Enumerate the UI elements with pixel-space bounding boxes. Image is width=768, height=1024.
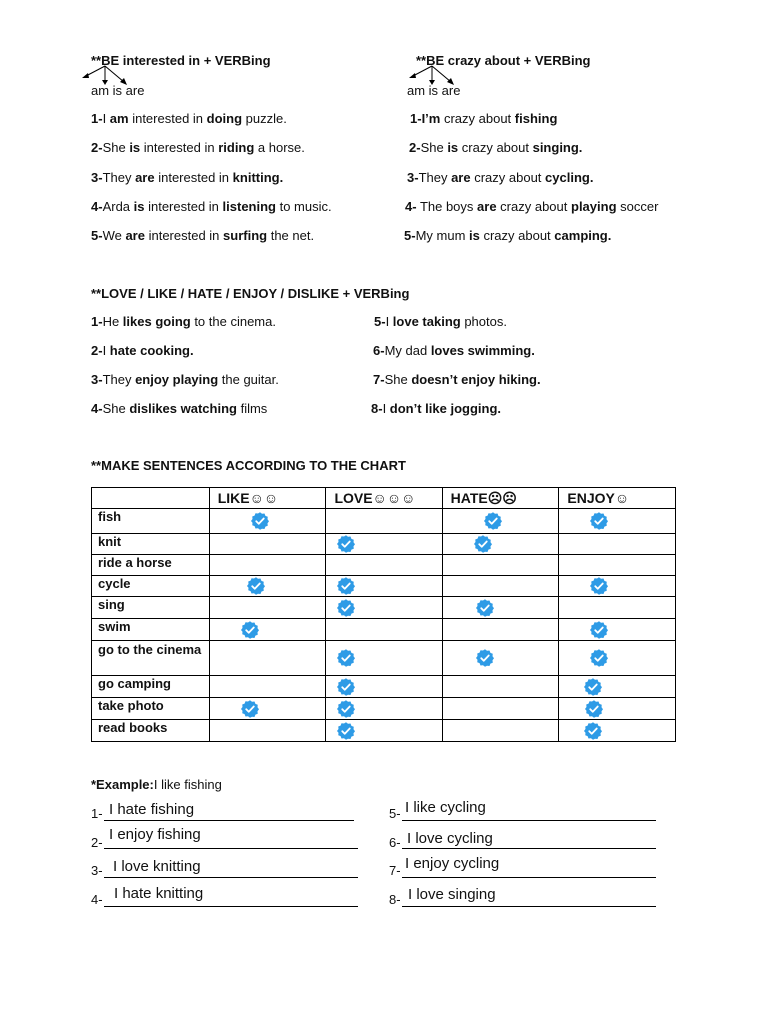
item-number: 2- (91, 343, 103, 358)
check-badge-icon (583, 678, 603, 693)
sentence-fragment: They (102, 372, 136, 387)
item-number: 1- (91, 111, 103, 126)
sentence-fragment: photos. (460, 314, 507, 329)
chart-cell (442, 576, 559, 597)
answer-text: I like cycling (405, 799, 486, 816)
sentence-fragment: are (451, 170, 471, 185)
chart-cell (326, 597, 442, 619)
chart-cell (326, 555, 442, 576)
section1-sentence (91, 140, 305, 155)
item-number: 4- (91, 401, 103, 416)
section3-sentence (91, 314, 276, 329)
item-number: 3- (91, 170, 103, 185)
check-badge-icon (589, 649, 609, 664)
sentence-fragment: crazy about (470, 170, 546, 185)
sentence-fragment: She (420, 140, 448, 155)
check-badge-icon (240, 700, 260, 715)
sentence-fragment: doesn’t enjoy hiking. (411, 372, 541, 387)
check-badge-icon (336, 700, 356, 715)
sentence-fragment: to the cinema. (190, 314, 276, 329)
answer-number: 6- (389, 835, 401, 850)
item-number: 3- (91, 372, 103, 387)
section2-title: **BE crazy about + VERBing (416, 53, 591, 68)
section2-sentence (404, 228, 611, 243)
answer-number: 1- (91, 806, 103, 821)
sentence-fragment: dislikes watching (129, 401, 237, 416)
item-number: 4- (405, 199, 417, 214)
sentence-fragment: films (236, 401, 268, 416)
chart-row-label: cycle (92, 576, 210, 597)
sentence-fragment: I’m (421, 111, 441, 126)
sentence-fragment: love taking (392, 314, 461, 329)
sentence-fragment: The boys (416, 199, 478, 214)
section3-sentence (373, 343, 535, 358)
sentence-fragment: He (102, 314, 123, 329)
chart-cell (442, 619, 559, 641)
check-badge-icon (336, 678, 356, 693)
sentence-fragment: surfing (223, 228, 268, 243)
section1-title: **BE interested in + VERBing (91, 53, 271, 68)
section1-forms: am is are (91, 83, 145, 98)
chart-cell (326, 641, 442, 676)
sentence-fragment: the net. (267, 228, 315, 243)
chart-cell (209, 576, 326, 597)
answer-text: I love knitting (113, 858, 201, 875)
chart-cell (442, 534, 559, 555)
check-badge-icon (336, 577, 356, 592)
answer-line[interactable] (104, 906, 358, 907)
answer-line[interactable] (104, 820, 354, 821)
section1-sentence (91, 170, 283, 185)
sentence-fragment: We (102, 228, 126, 243)
sentence-fragment: are (477, 199, 497, 214)
sentence-fragment: She (384, 372, 412, 387)
check-badge-icon (475, 599, 495, 614)
section3-sentence (373, 372, 541, 387)
chart-cell (442, 641, 559, 676)
chart-cell (442, 720, 559, 742)
sentence-fragment: cycling. (545, 170, 594, 185)
chart-cell (559, 676, 676, 698)
section3-title: **LOVE / LIKE / HATE / ENJOY / DISLIKE + VERBing (91, 286, 410, 301)
section3-sentence (91, 343, 194, 358)
chart-column-header: ENJOY☺ (559, 488, 676, 509)
chart-cell (442, 597, 559, 619)
chart-cell (209, 555, 326, 576)
section2-sentence (407, 170, 593, 185)
activity-chart (91, 487, 676, 742)
chart-cell (442, 676, 559, 698)
chart-cell (559, 534, 676, 555)
sentence-fragment: She (102, 140, 130, 155)
item-number: 5- (374, 314, 386, 329)
sentence-fragment: My mum (415, 228, 470, 243)
item-number: 1- (91, 314, 103, 329)
sentence-fragment: is (447, 140, 459, 155)
item-number: 5- (404, 228, 416, 243)
chart-row-label: sing (92, 597, 210, 619)
sentence-fragment: listening (222, 199, 276, 214)
sentence-fragment: likes going (122, 314, 191, 329)
chart-cell (559, 597, 676, 619)
sentence-fragment: singing. (532, 140, 583, 155)
answer-text: I love cycling (407, 830, 493, 847)
section2-sentence (405, 199, 658, 214)
sentence-fragment: crazy about (440, 111, 515, 126)
item-number: 8- (371, 401, 383, 416)
chart-row (92, 676, 676, 698)
answer-number: 8- (389, 892, 401, 907)
chart-row-label: swim (92, 619, 210, 641)
answer-number: 4- (91, 892, 103, 907)
check-badge-icon (336, 649, 356, 664)
chart-row-label: read books (92, 720, 210, 742)
check-badge-icon (250, 512, 270, 527)
sentence-fragment: crazy about (479, 228, 555, 243)
sentence-fragment: crazy about (458, 140, 533, 155)
check-badge-icon (336, 722, 356, 737)
chart-row (92, 641, 676, 676)
item-number: 7- (373, 372, 385, 387)
sentence-fragment: don’t like jogging. (389, 401, 502, 416)
chart-cell (559, 555, 676, 576)
chart-corner-cell (92, 488, 210, 509)
chart-row-label: knit (92, 534, 210, 555)
chart-row-label: fish (92, 509, 210, 534)
example-text: I like fishing (153, 777, 222, 792)
sentence-fragment: soccer (616, 199, 659, 214)
sentence-fragment: riding (218, 140, 255, 155)
check-badge-icon (589, 512, 609, 527)
section2-sentence (410, 111, 557, 126)
chart-cell (442, 509, 559, 534)
sentence-fragment: interested in (144, 199, 223, 214)
sentence-fragment: fishing (514, 111, 558, 126)
chart-cell (209, 676, 326, 698)
check-badge-icon (246, 577, 266, 592)
chart-row (92, 576, 676, 597)
example-line (91, 777, 222, 792)
section2-sentence (409, 140, 582, 155)
sentence-fragment: interested in (140, 140, 219, 155)
sentence-fragment: loves swimming. (430, 343, 535, 358)
answer-number: 7- (389, 863, 401, 878)
chart-cell (209, 720, 326, 742)
chart-row-label: take photo (92, 698, 210, 720)
sentence-fragment: She (102, 401, 130, 416)
item-number: 6- (373, 343, 385, 358)
item-number: 5- (91, 228, 103, 243)
section1-sentence (91, 199, 332, 214)
item-number: 3- (407, 170, 419, 185)
sentence-fragment: My dad (384, 343, 431, 358)
chart-cell (209, 641, 326, 676)
section3-sentence (371, 401, 501, 416)
chart-row-label: ride a horse (92, 555, 210, 576)
answer-number: 3- (91, 863, 103, 878)
answer-line[interactable] (402, 877, 656, 878)
chart-cell (559, 509, 676, 534)
check-badge-icon (583, 722, 603, 737)
chart-cell (209, 698, 326, 720)
check-badge-icon (589, 577, 609, 592)
answer-text: I enjoy fishing (109, 826, 201, 843)
sentence-fragment: doing (206, 111, 243, 126)
item-number: 4- (91, 199, 103, 214)
chart-cell (559, 720, 676, 742)
sentence-fragment: playing (571, 199, 617, 214)
sentence-fragment: are (135, 170, 155, 185)
chart-row (92, 698, 676, 720)
sentence-fragment: is (133, 199, 145, 214)
chart-row-label: go camping (92, 676, 210, 698)
answer-text: I enjoy cycling (405, 855, 500, 872)
check-badge-icon (473, 535, 493, 550)
section3-sentence (91, 372, 279, 387)
check-badge-icon (475, 649, 495, 664)
section1-sentence (91, 111, 287, 126)
answer-line[interactable] (402, 906, 656, 907)
chart-row (92, 509, 676, 534)
chart-cell (209, 534, 326, 555)
section4-title: **MAKE SENTENCES ACCORDING TO THE CHART (91, 458, 406, 473)
chart-row-label: go to the cinema (92, 641, 210, 676)
chart-column-header: HATE☹☹ (442, 488, 559, 509)
chart-row (92, 534, 676, 555)
item-number: 1- (410, 111, 422, 126)
sentence-fragment: I (385, 314, 393, 329)
section3-sentence (374, 314, 507, 329)
sentence-fragment: I (102, 343, 110, 358)
chart-cell (326, 676, 442, 698)
sentence-fragment: is (469, 228, 480, 243)
example-label: *Example: (91, 777, 154, 792)
sentence-fragment: interested in (144, 228, 224, 243)
section2-forms: am is are (407, 83, 461, 98)
item-number: 2- (91, 140, 103, 155)
sentence-fragment: to music. (275, 199, 332, 214)
check-badge-icon (336, 599, 356, 614)
chart-cell (442, 555, 559, 576)
sentence-fragment: puzzle. (242, 111, 287, 126)
sentence-fragment: interested in (154, 170, 233, 185)
answer-number: 2- (91, 835, 103, 850)
sentence-fragment: the guitar. (218, 372, 279, 387)
chart-cell (559, 698, 676, 720)
chart-column-header: LOVE☺☺☺ (326, 488, 442, 509)
chart-cell (559, 619, 676, 641)
chart-row (92, 597, 676, 619)
chart-cell (209, 619, 326, 641)
chart-cell (326, 576, 442, 597)
answer-number: 5- (389, 806, 401, 821)
sentence-fragment: enjoy playing (135, 372, 219, 387)
sentence-fragment: They (102, 170, 136, 185)
chart-column-header: LIKE☺☺ (209, 488, 326, 509)
chart-cell (326, 534, 442, 555)
answer-text: I hate fishing (109, 801, 195, 818)
sentence-fragment: They (418, 170, 452, 185)
sentence-fragment: crazy about (496, 199, 571, 214)
sentence-fragment: interested in (128, 111, 207, 126)
chart-cell (209, 509, 326, 534)
chart-cell (326, 619, 442, 641)
check-badge-icon (589, 621, 609, 636)
chart-cell (326, 698, 442, 720)
check-badge-icon (584, 700, 604, 715)
sentence-fragment: am (109, 111, 129, 126)
answer-line[interactable] (104, 848, 358, 849)
section3-sentence (91, 401, 267, 416)
sentence-fragment: Arda (102, 199, 134, 214)
sentence-fragment: a horse. (254, 140, 305, 155)
chart-cell (326, 509, 442, 534)
answer-text: I hate knitting (114, 885, 204, 902)
sentence-fragment: hate cooking. (109, 343, 194, 358)
chart-cell (209, 597, 326, 619)
check-badge-icon (240, 621, 260, 636)
chart-row (92, 720, 676, 742)
answer-line[interactable] (104, 877, 358, 878)
sentence-fragment: I (102, 111, 110, 126)
sentence-fragment: is (129, 140, 141, 155)
sentence-fragment: camping. (554, 228, 612, 243)
item-number: 2- (409, 140, 421, 155)
answer-text: I love singing (408, 886, 496, 903)
chart-cell (442, 698, 559, 720)
chart-row (92, 555, 676, 576)
answer-line[interactable] (402, 820, 656, 821)
chart-row (92, 619, 676, 641)
check-badge-icon (336, 535, 356, 550)
chart-cell (559, 576, 676, 597)
chart-cell (559, 641, 676, 676)
answer-line[interactable] (402, 848, 656, 849)
sentence-fragment: knitting. (232, 170, 284, 185)
chart-cell (326, 720, 442, 742)
section1-sentence (91, 228, 314, 243)
sentence-fragment: I (382, 401, 390, 416)
check-badge-icon (483, 512, 503, 527)
sentence-fragment: are (125, 228, 145, 243)
